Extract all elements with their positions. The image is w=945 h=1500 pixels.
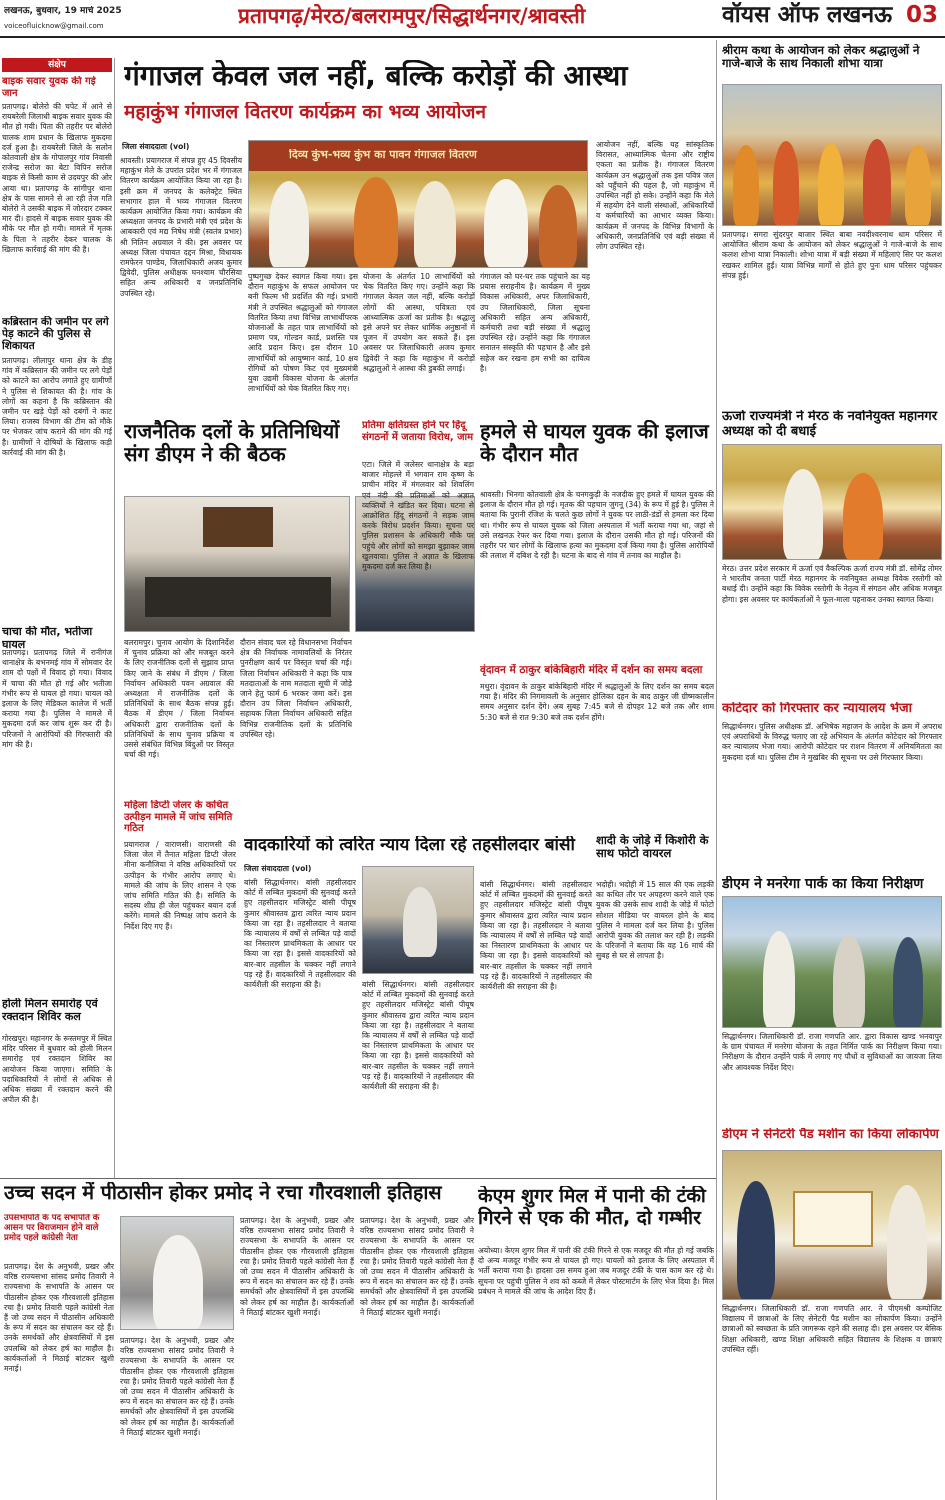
sanitary-body: सिद्धार्थनगर। जिलाधिकारी डॉ. राजा गणपति आर. ने पीएमश्री कम्पोजिट विद्यालय में छात्राओं के लिए सेनेटरी पैड मशीन का लोकार्पण किया। उन्होंने छात्राओं को स्वच्छता के प्रति जागरूक रहने की सलाह दी। इस अवसर पर बेसिक शिक्षा अधिकारी, खण्ड शिक्षा अधिकारी सहित विद्यालय के शिक्षक व छात्राएं उपस्थित रहीं। — [722, 1304, 942, 1354]
lead-subhead: महाकुंभ गंगाजल वितरण कार्यक्रम का भव्य आयोजन — [124, 102, 487, 123]
person-figure — [403, 887, 437, 957]
sidebar-divider — [114, 58, 115, 1178]
wedding-body: भदोही। भदोही में 15 साल की एक लड़की का कथित तौर पर अपहरण करने वाले एक युवक की उसके साथ शादी के जोड़े में फोटो सोशल मीडिया पर वायरल होने के बाद पुलिस ने मामला दर्ज कर लिया है। पुलिस आरोपी युवक की तलाश कर रही है। लड़की के परिजनों ने बताया कि वह 16 मार्च की सुबह से घर से लापता है। — [596, 880, 714, 961]
vrindavan-body: मथुरा। वृंदावन के ठाकुर बांकेबिहारी मंदिर में श्रद्धालुओं के लिए दर्शन का समय बदल गया है। मंदिर की निगमावली के अनुसार होलिका दहन के बाद ठाकुर जी ग्रीष्मकालीन समय अनुसार दर्शन देंगे। अब सुबह 7:45 बजे से दोपहर 12 बजे तक और शाम 5:30 बजे से रात 9:30 बजे तक दर्शन होंगे। — [480, 682, 714, 722]
injured-headline: हमले से घायल युवक की इलाज के दौरान मौत — [480, 420, 709, 466]
mnrega-photo — [722, 896, 942, 1028]
kotedar-headline: कोटेदार को गिरफ्तार कर न्यायालय भेजा — [722, 702, 913, 716]
paper-name: वॉयस ऑफ लखनऊ — [722, 2, 893, 28]
person-figure — [354, 177, 398, 268]
wedding-headline: शादी के जोड़े में किशोरी के साथ फोटो वायरल — [596, 834, 709, 861]
email: voiceofluicknow@gmail.com — [4, 22, 104, 30]
pramod-body-4: प्रतापगढ़। देश के अनुभवी, प्रखर और वरिष्ठ राज्यसभा सांसद प्रमोद तिवारी ने राज्यसभा के सभापति के आसन पर पीठासीन होकर एक गौरवशाली इतिहास रचा है। प्रमोद तिवारी पहले कांग्रेसी नेता हैं जो उच्च सदन में पीठासीन अधिकारी के रूप में सदन का संचालन कर रहे हैं। उनके समर्थकों और क्षेत्रवासियों में इस उपलब्धि को लेकर हर्ष का माहौल है। कार्यकर्ताओं ने मिठाई बांटकर खुशी मनाई। — [360, 1216, 474, 1317]
certificate — [793, 1191, 873, 1247]
person-figure — [763, 931, 795, 1028]
pramod-body: प्रतापगढ़। देश के अनुभवी, प्रखर और वरिष्ठ राज्यसभा सांसद प्रमोद तिवारी ने राज्यसभा के सभापति के आसन पर पीठासीन होकर एक गौरवशाली इतिहास रचा है। प्रमोद तिवारी पहले कांग्रेसी नेता हैं जो उच्च सदन में पीठासीन अधिकारी के रूप में सदन का संचालन कर रहे हैं। उनके समर्थकों और क्षेत्रवासियों में इस उपलब्धि को लेकर हर्ष का माहौल है। कार्यकर्ताओं ने मिठाई बांटकर खुशी मनाई। — [4, 1262, 114, 1374]
meerut-headline: ऊर्जा राज्यमंत्री ने मेरठ के नवनियुक्त महानगर अध्यक्ष को दी बधाई — [722, 410, 938, 439]
pramod-top-rule — [0, 1178, 716, 1179]
women-cell-headline: महिला डिप्टी जेलर के कथित उत्पीड़न मामले में जांच समिति गठित — [124, 800, 233, 834]
tehsil-headline: वादकारियों को त्वरित न्याय दिला रहे तहसीलदार बांसी — [244, 836, 575, 855]
politics-headline: राजनैतिक दलों के प्रतिनिधियों संग डीएम ने की बैठक — [124, 420, 340, 466]
pramod-body-3: प्रतापगढ़। देश के अनुभवी, प्रखर और वरिष्ठ राज्यसभा सांसद प्रमोद तिवारी ने राज्यसभा के सभापति के आसन पर पीठासीन होकर एक गौरवशाली इतिहास रचा है। प्रमोद तिवारी पहले कांग्रेसी नेता हैं जो उच्च सदन में पीठासीन अधिकारी के रूप में सदन का संचालन कर रहे हैं। उनके समर्थकों और क्षेत्रवासियों में इस उपलब्धि को लेकर हर्ष का माहौल है। कार्यकर्ताओं ने मिठाई बांटकर खुशी मनाई। — [240, 1216, 354, 1317]
sidebar-body-1: प्रतापगढ़। बोलेरो की चपेट में आने से रायबरेली जिलाधी बाइक सवार युवक की मौत हो गयी। पिता की तहरीर पर बोलेरो चालक शाम प्रधान के खिलाफ मुकदमा दर्ज हुआ है। रायबरेली जिले के सलोन कोतवाली क्षेत्र के गोपालपुर गांव निवासी राजेन्द्र सरोज का बेटा विपिन सरोज बाइक से किसी काम से उदयपुर की ओर आया था। प्रतापगढ़ के सांगीपुर थाना क्षेत्र के पास सामने से आ रही तेज गति बोलेरो ने उसकी बाइक में जोरदार टक्कर मार दी। हादसे में बाइक सवार युवक की मौके पर मौत हो गयी। मामले में मृतक के पिता ने तहरीर देकर चालक के खिलाफ कार्रवाई की मांग की है। — [2, 102, 112, 254]
mnrega-headline: डीएम ने मनरेगा पार्क का किया निरीक्षण — [722, 876, 924, 892]
person-figure — [269, 181, 309, 268]
person-figure — [773, 141, 799, 226]
shobha-headline: श्रीराम कथा के आयोजन को लेकर श्रद्धालुओं ने गाजे-बाजे के साथ निकाली शोभा यात्रा — [722, 44, 920, 71]
lead-col-3: योजना के अंतर्गत 10 लाभार्थियों को चेक वितरित किए गए। उन्होंने कहा कि गंगाजल केवल जल नहीं, बल्कि करोड़ों लोगों की आस्था, पवित्रता एवं आध्यात्मिक ऊर्जा का प्रतीक है। श्रद्धालु इसे अपने घर लेकर धार्मिक अनुष्ठानों में पूजन में उपयोग कर सकते हैं। इस अवसर पर जिलाधिकारी अजय कुमार द्विवेदी ने कहा कि महाकुंभ में करोड़ों श्रद्धालुओं ने आस्था की डुबकी लगाई। — [363, 272, 475, 373]
person-figure — [733, 145, 759, 226]
sidebar-headline-3: चाचा की मौत, भतीजा घायल — [2, 626, 93, 651]
sidebar-body-3: प्रतापगढ़। प्रतापगढ़ जिले में रानीगंज थानाक्षेत्र के बभनमई गांव में सोमवार देर शाम दो पक्षों में विवाद हो गया। विवाद में चाचा की मौत हो गई और भतीजा गंभीर रूप से घायल हो गया। घायल को इलाज के लिए मेडिकल कालेज में भर्ती कराया गया है। पुलिस ने मामले में मुकदमा दर्ज कर जांच शुरू कर दी है। परिजनों ने आरोपियों की गिरफ्तारी की मांग की है। — [2, 648, 112, 749]
person-figure — [153, 1235, 203, 1330]
sugar-mill-body: अयोध्या। केएम शुगर मिल में पानी की टंकी गिरने से एक मजदूर की मौत हो गई जबकि दो अन्य मजदूर गंभीर रूप से घायल हो गए। घायलों को इलाज के लिए अस्पताल में भर्ती कराया गया है। हादसा उस समय हुआ जब मजदूर टंकी के पास काम कर रहे थे। सूचना पर पहुंची पुलिस ने शव को कब्जे में लेकर पोस्टमार्टम के लिए भेज दिया है। मिल प्रबंधन ने मामले की जांच के आदेश दिए हैं। — [478, 1246, 714, 1296]
tehsil-photo — [362, 866, 474, 974]
pramod-photo — [120, 1216, 234, 1330]
person-figure — [905, 145, 931, 226]
shobha-body: प्रतापगढ़। सगरा सुंदरपुर बाजार स्थित बाबा नवदीश्वरनाथ धाम परिसर में आयोजित श्रीराम कथा के आयोजन को लेकर श्रद्धालुओं ने गाजे-बाजे के साथ कलश शोभा यात्रा निकाली। शोभा यात्रा में बड़ी संख्या में महिलाएं सिर पर कलश रखकर शामिल हुईं। यात्रा विभिन्न मार्गों से होते हुए पुनः धाम परिसर पहुंचकर संपन्न हुई। — [722, 230, 942, 280]
shobha-photo — [722, 84, 942, 226]
sidebar-headline-2: कब्रिस्तान की जमीन पर लगे पेड़ काटने की पुलिस से शिकायत — [2, 316, 109, 353]
person-figure — [783, 469, 823, 560]
lead-col-5: आयोजन नहीं, बल्कि यह सांस्कृतिक विरासत, आध्यात्मिक चेतना और राष्ट्रीय एकता का प्रतीक है। गंगाजल वितरण कार्यक्रम उन श्रद्धालुओं तक इस पवित्र जल को पहुँचाने की पहल है, जो महाकुंभ में उपस्थित नहीं हो सके। उन्होंने कहा कि मेले में सहयोग देने वाली संस्थाओं, अधिकारियों व कर्मचारियों का आभार व्यक्त किया। कार्यक्रम में जनपद के विभिन्न विभागों के अधिकारी, जनप्रतिनिधि एवं बड़ी संख्या में लोग उपस्थित रहे। — [596, 140, 714, 252]
meerut-photo — [722, 444, 942, 560]
vrindavan-headline: वृंदावन में ठाकुर बांकेबिहारी मंदिर में दर्शन का समय बदला — [480, 664, 703, 676]
cities-header: प्रतापगढ़/मेरठ/बलरामपुर/सिद्धार्थनगर/श्रावस्ती — [238, 4, 586, 28]
dateline: लखनऊ, बुधवार, 19 मार्च 2025 — [4, 6, 122, 16]
women-cell-body: प्रयागराज / वाराणसी। वाराणसी की जिला जेल में तैनात महिला डिप्टी जेलर मीना कनौजिया ने वरिष्ठ अधिकारियों पर उत्पीड़न के गंभीर आरोप लगाए थे। मामले की जांच के लिए शासन ने एक जांच समिति गठित की है। समिति के सदस्य शीघ्र ही जेल पहुंचकर बयान दर्ज करेंगे। मामले की निष्पक्ष जांच कराने के निर्देश दिए गए हैं। — [124, 840, 236, 931]
person-figure — [833, 935, 865, 1028]
lead-byline: जिला संवाददाता (vol) — [122, 142, 190, 151]
lead-photo — [248, 140, 588, 268]
lead-photo-banner-text: दिव्य कुंभ-भव्य कुंभ का पावन गंगाजल वितरण — [289, 149, 477, 161]
pramod-headline: उच्च सदन में पीठासीन होकर प्रमोद ने रचा गौरवशाली इतिहास — [4, 1182, 442, 1204]
sugar-mill-headline: केएम शुगर मिल में पानी की टंकी गिरने से एक की मौत, दो गम्भीर — [478, 1186, 706, 1229]
politics-col-2: दौरान संवाद चल रहे विधानसभा निर्वाचन क्षेत्र की निर्वाचक नामावलियों के निरंतर पुनरीक्षण कार्य पर विस्तृत चर्चा की गई। जिला निर्वाचन अधिकारी ने कहा कि पात्र मतदाताओं के नाम मतदाता सूची में जोड़े जाने हेतु फार्म 6 भरकर जमा करें। इस दौरान उप जिला निर्वाचन अधिकारी, सहायक जिला निर्वाचन अधिकारी सहित विभिन्न राजनीतिक दलों के प्रतिनिधि उपस्थित रहे। — [240, 638, 352, 739]
protest-headline: प्रतिमा क्षतिग्रस्त होने पर हिंदू संगठनों में जताया विरोध, जाम — [362, 420, 474, 443]
sidebar — [2, 58, 112, 1178]
person-figure — [843, 473, 883, 560]
sanitary-headline: डीएम ने सेनेटरी पैड मशीन का किया लोकार्पण — [722, 1128, 939, 1142]
kotedar-body: सिद्धार्थनगर। पुलिस अधीक्षक डॉ. अभिषेक महाजन के आदेश के क्रम में अपराध एवं अपराधियों के विरुद्ध चलाए जा रहे अभियान के अंतर्गत कोटेदार को गिरफ्तार कर न्यायालय भेजा गया। आरोपी कोटेदार पर राशन वितरण में अनियमितता का मुकदमा दर्ज था। पुलिस टीम ने मुखबिर की सूचना पर उसे गिरफ्तार किया। — [722, 722, 942, 762]
masthead-rule — [0, 36, 945, 38]
sanitary-photo — [722, 1150, 942, 1300]
injured-body: श्रावस्ती। भिनगा कोतवाली क्षेत्र के चनगकुड़ी के नजदीक हुए हमले में घायल युवक की इलाज के दौरान मौत हो गई। मृतक की पहचान जुगनू (34) के रूप में हुई है। पुलिस ने बताया कि पुरानी रंजिश के चलते कुछ लोगों ने युवक पर लाठी-डंडों से हमला कर दिया था। गंभीर रूप से घायल युवक को जिला अस्पताल में भर्ती कराया गया था, जहां से उसे लखनऊ रेफर कर दिया गया। इलाज के दौरान उसकी मौत हो गई। परिजनों की तहरीर पर चार लोगों के खिलाफ हत्या का मुकदमा दर्ज किया गया है। पुलिस आरोपियों की तलाश में दबिश दे रही है। घटना के बाद से गांव में तनाव का माहौल है। — [480, 490, 714, 561]
person-figure — [893, 937, 923, 1028]
sidebar-label: संक्षेप — [2, 58, 112, 72]
person-figure — [818, 143, 844, 226]
lead-col-1: श्रावस्ती। प्रयागराज में संपन्न हुए 45 दिवसीय महाकुंभ मेले के उपरांत प्रदेश भर में गंगाजल वितरण कार्यक्रम आयोजित किया जा रहा है। इसी क्रम में जनपद के कलेक्ट्रेट स्थित सभागार हाल में भव्य गंगाजल वितरण कार्यक्रम आयोजित किया गया। कार्यक्रम की अध्यक्षता जनपद के प्रभारी मंत्री एवं प्रदेश के आबकारी एवं मद्य निषेध मंत्री (स्वतंत्र प्रभार) श्री नितिन अग्रवाल ने की। इस अवसर पर अध्यक्ष जिला पंचायत दद्दन मिश्रा, विधायक रामफेरन पाण्डेय, जिलाधिकारी अजय कुमार द्विवेदी, पुलिस अधीक्षक घनश्याम चौरसिया सहित अन्य अधिकारी व जनप्रतिनिधि उपस्थित रहे। — [120, 156, 242, 298]
office-table — [145, 577, 331, 617]
lead-headline: गंगाजल केवल जल नहीं, बल्कि करोड़ों की आस्था — [124, 60, 628, 92]
page-number: 03 — [906, 2, 939, 28]
politics-col-1: बलरामपुर। चुनाव आयोग के दिशानिर्देश में चुनाव प्रक्रिया को और मजबूत करने के लिए राजनीतिक दलों से सुझाव प्राप्त किए जाने के संबंध में डीएम / जिला निर्वाचन अधिकारी पवन अग्रवाल की अध्यक्षता में राजनीतिक दलों के प्रतिनिधियों के साथ बैठक संपन्न हुई। बैठक में डीएम / जिला निर्वाचन अधिकारी द्वारा राजनीतिक दलों के प्रतिनिधियों के साथ चुनाव प्रक्रिया व उससे संबंधित विभिन्न बिंदुओं पर विस्तृत चर्चा की गई। — [124, 638, 234, 760]
tehsil-body-3: बांसी सिद्धार्थनगर। बांसी तहसीलदार कोर्ट में लम्बित मुकदमों की सुनवाई करते हुए तहसीलदार मजिस्ट्रेट बांसी पीयूष कुमार श्रीवास्तव द्वारा त्वरित न्याय प्रदान किया जा रहा है। तहसीलदार ने बताया कि न्यायालय में वर्षों से लम्बित पड़े वादों का निस्तारण प्राथमिकता के आधार पर किया जा रहा है। इससे वादकारियों को बार-बार तहसील के चक्कर नहीं लगाने पड़ रहे हैं। वादकारियों ने तहसीलदार की कार्यशैली की सराहना की है। — [480, 880, 592, 992]
tehsil-body-2: बांसी सिद्धार्थनगर। बांसी तहसीलदार कोर्ट में लम्बित मुकदमों की सुनवाई करते हुए तहसीलदार मजिस्ट्रेट बांसी पीयूष कुमार श्रीवास्तव द्वारा त्वरित न्याय प्रदान किया जा रहा है। तहसीलदार ने बताया कि न्यायालय में वर्षों से लम्बित पड़े वादों का निस्तारण प्राथमिकता के आधार पर किया जा रहा है। इससे वादकारियों को बार-बार तहसील के चक्कर नहीं लगाने पड़ रहे हैं। वादकारियों ने तहसीलदार की कार्यशैली की सराहना की है। — [362, 980, 474, 1092]
tehsil-body: बांसी सिद्धार्थनगर। बांसी तहसीलदार कोर्ट में लम्बित मुकदमों की सुनवाई करते हुए तहसीलदार मजिस्ट्रेट बांसी पीयूष कुमार श्रीवास्तव द्वारा त्वरित न्याय प्रदान किया जा रहा है। तहसीलदार ने बताया कि न्यायालय में वर्षों से लम्बित पड़े वादों का निस्तारण प्राथमिकता के आधार पर किया जा रहा है। इससे वादकारियों को बार-बार तहसील के चक्कर नहीं लगाने पड़ रहे हैं। वादकारियों ने तहसीलदार की कार्यशैली की सराहना की है। — [244, 878, 356, 990]
lead-col-4: गंगाजल को घर-घर तक पहुंचाने का यह प्रयास सराहनीय है। कार्यक्रम में मुख्य विकास अधिकारी, अपर जिलाधिकारी, उप जिलाधिकारी, जिला सूचना अधिकारी सहित अन्य अधिकारी, कर्मचारी तथा बड़ी संख्या में श्रद्धालु उपस्थित रहे। उन्होंने कहा कि गंगाजल सनातन संस्कृति की पहचान है और इसे सहेज कर रखना हम सभी का दायित्व है। — [480, 272, 590, 373]
person-figure — [887, 1185, 927, 1300]
office-board — [203, 507, 273, 547]
sidebar-body-2: प्रतापगढ़। लीलापुर थाना क्षेत्र के डीह गांव में कब्रिस्तान की जमीन पर लगे पेड़ों को काटने का आरोप लगाते हुए ग्रामीणों ने पुलिस से शिकायत की है। गांव के लोगों का कहना है कि कब्रिस्तान की जमीन पर खड़े पेड़ों को दबंगों ने काट लिया। राजस्व विभाग की टीम को मौके पर भेजकर जांच कराने की मांग की गई है। ग्रामीणों ने दोषियों के खिलाफ कड़ी कार्रवाई की मांग की है। — [2, 356, 112, 457]
tehsil-byline: जिला संवाददाता (vol) — [244, 864, 312, 873]
person-figure — [414, 181, 456, 268]
pramod-intro: उपसभापति के पद सभापति के आसन पर विराजमान होने वाले प्रमोद पहले कांग्रेसी नेता — [4, 1214, 100, 1243]
person-figure — [863, 139, 891, 226]
mnrega-body: सिद्धार्थनगर। जिलाधिकारी डॉ. राजा गणपति आर. द्वारा विकास खण्ड भनवापुर के ग्राम पंचायत में मनरेगा योजना के तहत निर्मित पार्क का निरीक्षण किया गया। निरीक्षण के दौरान उन्होंने पार्क में लगाए गए पौधों व सुविधाओं का जायजा लिया और आवश्यक निर्देश दिए। — [722, 1032, 942, 1072]
sidebar-headline-4: होली मिलन समारोह एवं रक्तदान शिविर कल — [2, 998, 98, 1023]
sidebar-body-4: गोरखपुर। महानगर के रूस्तमपुर में स्थित मंदिर परिसर में बुधवार को होली मिलन समारोह एवं रक्तदान शिविर का आयोजन किया जाएगा। समिति के पदाधिकारियों ने लोगों से अधिक से अधिक संख्या में रक्तदान करने की अपील की है। — [2, 1034, 112, 1105]
meerut-body: मेरठ। उत्तर प्रदेश सरकार में ऊर्जा एवं वैकल्पिक ऊर्जा राज्य मंत्री डॉ. सोमेंद्र तोमर ने भारतीय जनता पार्टी मेरठ महानगर के नवनियुक्त अध्यक्ष विवेक रस्तोगी को बधाई दी। उन्होंने कहा कि विवेक रस्तोगी के नेतृत्व में संगठन और अधिक मजबूत होगा। इस अवसर पर कार्यकर्ताओं ने फूल-माला पहनाकर उनका स्वागत किया। — [722, 564, 942, 604]
person-figure — [484, 179, 528, 268]
lead-col-2: पुष्पगुच्छ देकर स्वागत किया गया। इस दौरान महाकुंभ के सफल आयोजन पर बनी फिल्म भी प्रदर्शित की गई। प्रभारी मंत्री ने उपस्थित श्रद्धालुओं को गंगाजल वितरित किया तथा विभिन्न लाभार्थीपरक योजनाओं के तहत पात्र लाभार्थियों को प्रमाण पत्र, गोल्डन कार्ड, प्रशस्ति पत्र आदि प्रदान किए। इस दौरान 10 लाभार्थियों को आयुष्मान कार्ड, 10 क्षय रोगियों को पोषण किट एवं मुख्यमंत्री युवा उद्यमी विकास योजना के अंतर्गत लाभार्थियों को चेक वितरित किए गए। — [248, 272, 358, 394]
pramod-body-2: प्रतापगढ़। देश के अनुभवी, प्रखर और वरिष्ठ राज्यसभा सांसद प्रमोद तिवारी ने राज्यसभा के सभापति के आसन पर पीठासीन होकर एक गौरवशाली इतिहास रचा है। प्रमोद तिवारी पहले कांग्रेसी नेता हैं जो उच्च सदन में पीठासीन अधिकारी के रूप में सदन का संचालन कर रहे हैं। उनके समर्थकों और क्षेत्रवासियों में इस उपलब्धि को लेकर हर्ष का माहौल है। कार्यकर्ताओं ने मिठाई बांटकर खुशी मनाई। — [120, 1336, 234, 1437]
politics-photo — [124, 496, 350, 632]
sidebar-headline-1: बाइक सवार युवक की गई जान — [2, 76, 96, 99]
person-figure — [737, 1181, 775, 1300]
protest-body: एटा। जिले में जलेसर थानाक्षेत्र के बड़ा बाजार मोहल्ले में भगवान राम कृष्ण के प्राचीन मंदिर में मंगलवार को शिवलिंग एवं नंदी की प्रतिमाओं को अज्ञात व्यक्तियों ने खंडित कर दिया। घटना से आक्रोशित हिंदू संगठनों ने सड़क जाम करके विरोध प्रदर्शन किया। सूचना पर पुलिस प्रशासन के अधिकारी मौके पर पहुंचे और लोगों को समझा बुझाकर जाम खुलवाया। पुलिस ने अज्ञात के खिलाफ मुकदमा दर्ज कर लिया है। — [362, 460, 474, 572]
person-figure — [539, 185, 577, 268]
right-divider — [716, 40, 717, 1500]
